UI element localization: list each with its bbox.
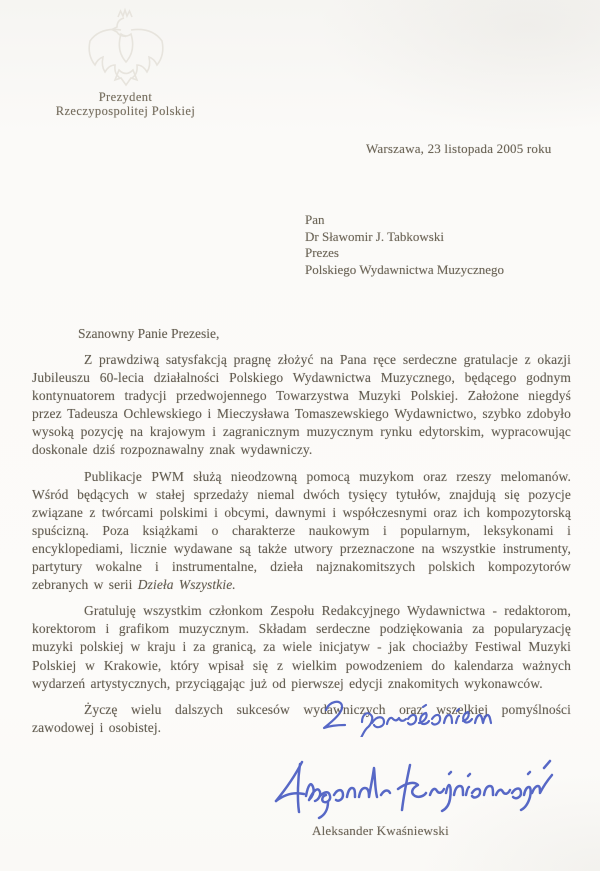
body-paragraph-3: Gratuluję wszystkim członkom Zespołu Redakcyjnego Wydawnictwa - redaktorom, korektorom i grafikom muzycznym. Składam serdeczne podziękowania za popularyzację muzyki polskiej w kraju i za granicą, za wiele inicjatyw - jak chociażby Festiwal Muzyki Polskiej w Krakowie, który wpisał się z wielkim powodzeniem do kalendarza ważnych wydarzeń artystycznych, przyciągając już od pierwszej edycji znakomitych wykonawców.	[32, 603, 571, 691]
recipient-line: Polskiego Wydawnictwa Muzycznego	[305, 261, 504, 277]
recipient-line: Prezes	[305, 245, 339, 260]
body-paragraph-2-text: Publikacje PWM służą nieodzowną pomocą muzykom oraz rzeszy melomanów. Wśród będących w stałej sprzedaży niemal dwóch tysięcy tytułów, znajdują się pozycje związane z twórcami polskimi i obcymi, dawnymi i współczesnymi oraz ich kompozytorską spuścizną. Poza książkami o charakterze naukowym i popularnym, leksykonami i encyklopediami, licznie wydawane są także utwory przeznaczone na wszystkie instrumenty, partytury wokalne i instrumentalne, dzieła najznakomitszych polskich kompozytorów zebranych w serii	[32, 468, 571, 593]
letterhead	[38, 90, 213, 118]
body-paragraph-2	[32, 468, 571, 595]
letterhead-title-line2: Rzeczypospolitej Polskiej	[55, 104, 196, 118]
handwritten-signature	[268, 756, 570, 820]
polish-eagle-emblem-icon	[80, 6, 168, 88]
date-line: Warszawa, 23 listopada 2005 roku	[366, 141, 552, 156]
recipient-block	[305, 212, 504, 278]
handwritten-closing	[316, 697, 500, 737]
body-paragraph-1: Z prawdziwą satysfakcją pragnę złożyć na Pana ręce serdeczne gratulacje z okazji Jubileuszu 60-lecia działalności Polskiego Wydawnictwa Muzycznego, będącego godnym kontynuatorem tradycji przedwojennego Towarzystwa Muzyki Polskiej. Założone niegdyś przez Tadeusza Ochlewskiego i Mieczysława Tomaszewskiego Wydawnictwo, szybko zdobyło wysoką pozycję na krajowym i zagranicznym muzycznym rynku edytorskim, wypracowując doskonale dziś rozpoznawalny znak wydawniczy.	[32, 352, 571, 458]
letterhead-title-line1: Prezydent	[98, 90, 153, 104]
salutation: Szanowny Panie Prezesie,	[78, 326, 220, 341]
body-paragraph-2-series-title: Dzieła Wszystkie.	[137, 577, 236, 593]
typed-signature-name: Aleksander Kwaśniewski	[312, 823, 449, 838]
recipient-line: Dr Sławomir J. Tabkowski	[305, 228, 444, 244]
recipient-line: Pan	[305, 212, 325, 227]
body-paragraph-4: Życzę wielu dalszych sukcesów wydawniczych oraz wszelkiej pomyślności zawodowej i osobistej.	[32, 701, 571, 735]
letter-body	[32, 351, 571, 745]
